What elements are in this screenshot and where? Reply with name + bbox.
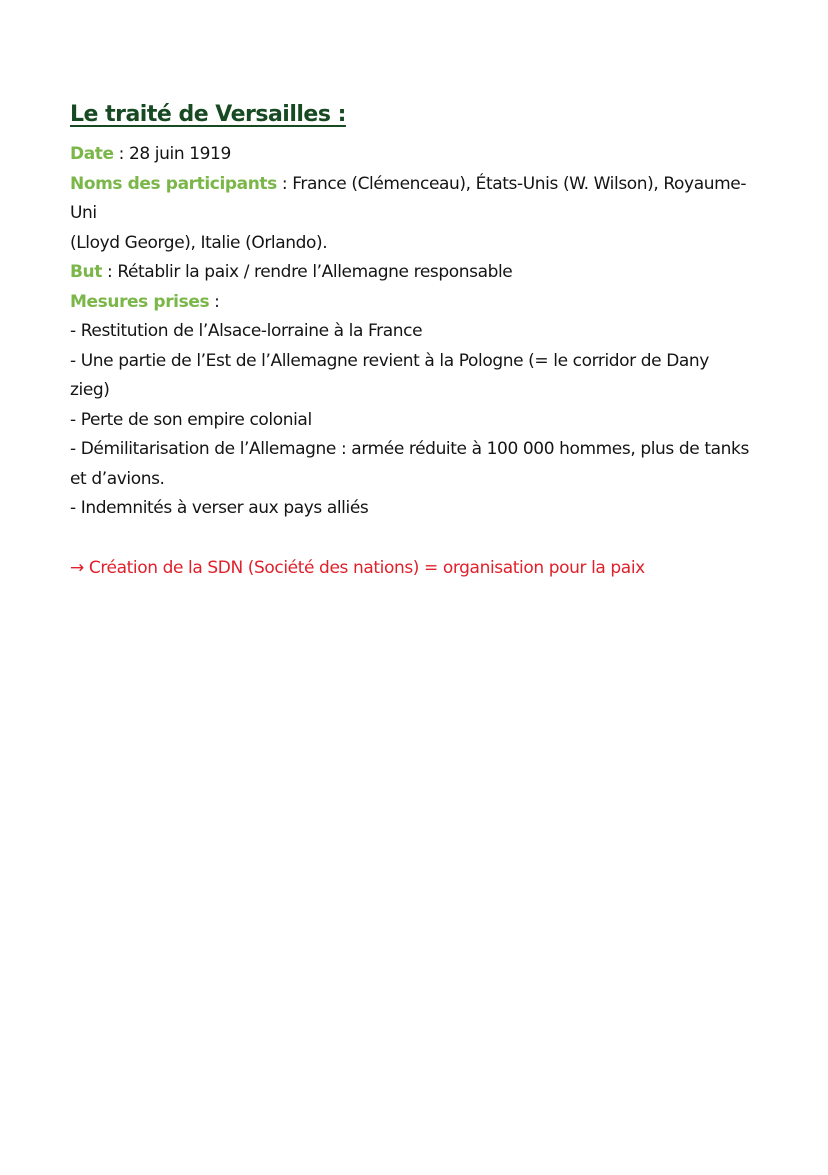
measure-item: - Perte de son empire colonial <box>70 409 312 430</box>
goal-line <box>70 258 760 288</box>
measures-heading <box>70 288 760 318</box>
goal-value: : Rétablir la paix / rendre l’Allemagne responsable <box>102 262 513 282</box>
participants-line <box>70 170 760 229</box>
participants-line-continued: (Lloyd George), Italie (Orlando). <box>70 232 328 253</box>
measure-item: - Indemnités à verser aux pays alliés <box>70 498 369 518</box>
date-value: : 28 juin 1919 <box>113 144 231 164</box>
measure-item-continued: zieg) <box>70 380 110 400</box>
date-label: Date <box>70 144 114 164</box>
date-line <box>70 140 760 170</box>
spacer <box>70 524 760 554</box>
measures-label: Mesures prises <box>70 291 210 312</box>
participants-value: : France (Clémenceau), États-Unis (W. Wilson), Royaume-Uni <box>70 173 747 223</box>
measure-item-continued: et d’avions. <box>70 468 165 489</box>
measure-item: - Une partie de l’Est de l’Allemagne revient à la Pologne (= le corridor de Dany <box>70 350 709 371</box>
measure-item: - Restitution de l’Alsace-lorraine à la France <box>70 321 423 341</box>
page-title: Le traité de Versailles : <box>70 102 346 127</box>
document-page <box>70 98 760 583</box>
measures-suffix: : <box>209 291 220 312</box>
conclusion-line: → Création de la SDN (Société des nations) = organisation pour la paix <box>70 557 645 578</box>
goal-label: But <box>70 262 102 282</box>
participants-label: Noms des participants <box>70 173 277 194</box>
measure-item: - Démilitarisation de l’Allemagne : armée réduite à 100 000 hommes, plus de tanks <box>70 439 749 459</box>
